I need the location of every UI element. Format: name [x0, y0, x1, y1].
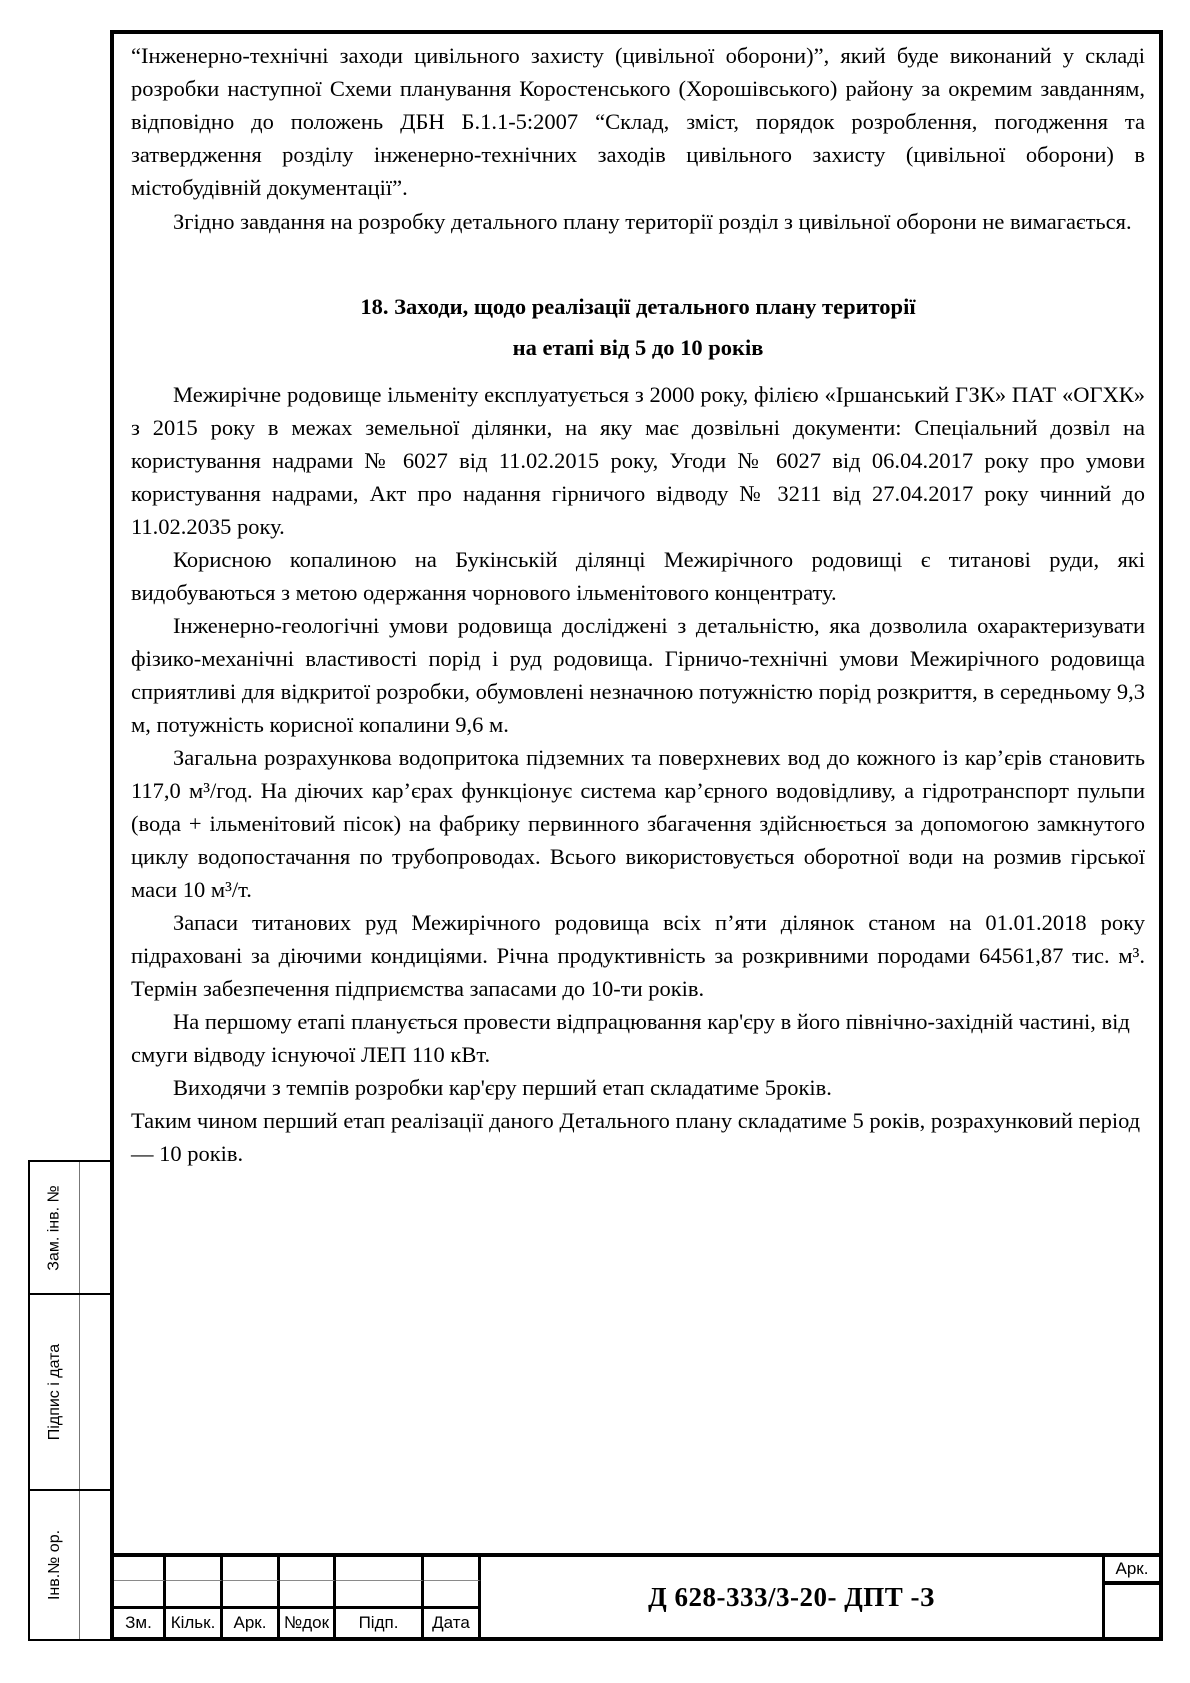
column-label-zm: Зм. [114, 1609, 166, 1637]
column-label-kilk: Кільк. [166, 1609, 223, 1637]
revision-cell-empty [114, 1581, 166, 1609]
sheet-label: Арк. [1105, 1557, 1159, 1585]
revision-cell-empty [166, 1581, 223, 1609]
sheet-number-box [1105, 1557, 1159, 1637]
revision-cell-empty [280, 1581, 336, 1609]
revision-cell-empty [280, 1557, 336, 1581]
title-block [114, 1553, 1159, 1637]
body-paragraph: Межирічне родовище ільменіту експлуатується з 2000 року, філією «Іршанський ГЗК» ПАТ «ОГХК» з 2015 року в межах земельної ділянки, на яку має дозвільні документи: Спеціальний дозвіл на користування надрами № 6027 від 11.02.2015 року, Угоди № 6027 від 06.04.2017 року про умови користування надрами, Акт про надання гірничого відводу № 3211 від 27.04.2017 року чинний до 11.02.2035 року. [131, 382, 1145, 539]
revision-cell-empty [223, 1581, 280, 1609]
document-number: Д 628-333/3-20- ДПТ -З [481, 1557, 1105, 1637]
revision-cell-empty [166, 1557, 223, 1581]
body-paragraph: Згідно завдання на розробку детального плану території розділ з цивільної оборони не вимагається. [173, 209, 1132, 234]
sidebar-label-zam-inv: Зам. інв. № [46, 1184, 63, 1271]
body-paragraph: Таким чином перший етап реалізації даного Детального плану складатиме 5 років, розрахунковий період — 10 років. [131, 1108, 1141, 1166]
drawing-frame [110, 30, 1163, 1641]
body-paragraph: На першому етапі планується провести відпрацювання кар'єру в його північно-західній частині, від смуги відводу існуючої ЛЕП 110 кВт. [131, 1009, 1130, 1067]
sidebar-frame-columns [28, 1160, 110, 1641]
body-paragraph: Запаси титанових руд Межирічного родовища всіх п’яти ділянок станом на 01.01.2018 року підраховані за діючими кондиціями. Річна продуктивність за розкривними породами 64561,87 тис. м³. Термін забезпечення підприємства запасами до 10-ти років. [131, 910, 1145, 1001]
body-paragraph: Корисною копалиною на Букінській ділянці Межирічного родовищі є титанові руди, які видобуваються з метою одержання чорнового ільменітового концентрату. [131, 547, 1145, 605]
column-label-ark: Арк. [223, 1609, 280, 1637]
section-heading-line1: 18. Заходи, щодо реалізації детального плану території [360, 294, 916, 319]
revision-cell-empty [336, 1557, 424, 1581]
revision-cell-empty [424, 1557, 481, 1581]
sidebar-cell-pidpys-data [30, 1295, 110, 1491]
revision-cell-empty [424, 1581, 481, 1609]
sheet-number-cell [1105, 1585, 1159, 1637]
section-heading [131, 286, 1145, 368]
revision-cell-empty [223, 1557, 280, 1581]
body-text [114, 34, 1159, 1553]
section-heading-line2: на етапі від 5 до 10 років [512, 335, 764, 360]
body-paragraph: Виходячи з темпів розробки кар'єру перший етап складатиме 5років. [173, 1075, 832, 1100]
column-label-data: Дата [424, 1609, 481, 1637]
sidebar-label-wrap [30, 1491, 80, 1639]
column-label-nodok: №док [280, 1609, 336, 1637]
sidebar-label-pidpys-data: Підпис і дата [46, 1343, 63, 1441]
body-paragraph: Інженерно-геологічні умови родовища досліджені з детальністю, яка дозволила охарактеризувати фізико-механічні властивості порід і руд родовища. Гірничо-технічні умови Межирічного родовища сприятливі для відкритої розробки, обумовлені незначною потужністю порід розкриття, в середньому 9,3 м, потужність корисної копалини 9,6 м. [131, 613, 1145, 737]
revision-cell-empty [114, 1557, 166, 1581]
sidebar-label-wrap [30, 1295, 80, 1489]
body-paragraph: Загальна розрахункова водопритока підземних та поверхневих вод до кожного із кар’єрів становить 117,0 м³/год. На діючих кар’єрах функціонує система кар’єрного водовідливу, а гідротранспорт пульпи (вода + ільменітовий пісок) на фабрику первинного збагачення здійснюється за допомогою замкнутого циклу водопостачання по трубопроводах. Всього використовується оборотної води на розмив гірської маси 10 м³/т. [131, 745, 1145, 902]
revision-cell-empty [336, 1581, 424, 1609]
sidebar-label-wrap [30, 1162, 80, 1293]
body-paragraph: “Інженерно-технічні заходи цивільного захисту (цивільної оборони)”, який буде виконаний у складі розробки наступної Схеми планування Коростенського (Хорошівського) району за окремим завданням, відповідно до положень ДБН Б.1.1-5:2007 “Склад, зміст, порядок розроблення, погодження та затвердження розділу інженерно-технічних заходів цивільного захисту (цивільної оборони) в містобудівній документації”. [131, 43, 1145, 200]
sidebar-label-inv-or: Інв.№ ор. [46, 1529, 64, 1601]
sidebar-cell-zam-inv [30, 1162, 110, 1295]
column-label-pidp: Підп. [336, 1609, 424, 1637]
revision-table [114, 1557, 481, 1637]
sidebar-cell-inv-or [30, 1491, 110, 1639]
